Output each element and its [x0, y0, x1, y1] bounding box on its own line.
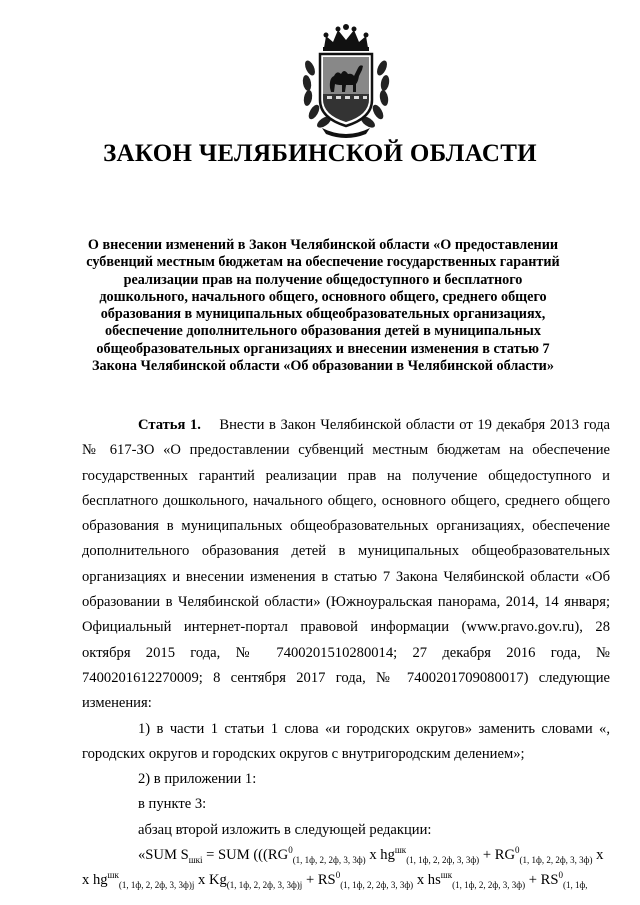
law-title: ЗАКОН ЧЕЛЯБИНСКОЙ ОБЛАСТИ	[103, 140, 537, 167]
formula-line-2: x $hg^{шк}_{(1, 1ф, 2, 2ф, 3, 3ф)j}$ x $Kg_{(1, 1ф, 2, 2ф, 3, 3ф)j} + RS^0_{(1, 1ф, 2, 2ф, 3, 3ф)}$ x $hs^{шк}_{(1, 1ф, 2, 2ф, 3, 3ф)} + RS^0_{(1, 1ф,}$	[82, 870, 588, 891]
law-subject-heading: О внесении изменений в Закон Челябинской области «О предоставлении субвенций местным бюджетам на обеспечение государственных гарантий реализации прав на получение общедоступного и бесплатного дошкольного, начального общего, основного общего, среднего общего образования в муниципальных общеобразовательных организациях, обеспечение дополнительного образования детей в муниципальных общеобразовательных организациях и внесении изменения в статью 7 Закона Челябинской области «Об образовании в Челябинской области»	[86, 237, 560, 375]
article-1-text: Внести в Закон Челябинской области от 19 декабря 2013 года № 617-ЗО «О предоставлении субвенций местным бюджетам на обеспечение государственных гарантий реализации прав на получение общедоступного и бесплатного дошкольного, начального общего, основного общего, среднего общего образования в муниципальных общеобразовательных организациях, обеспечение дополнительного образования детей в муниципальных общеобразовательных организациях и внесении изменения в статью 7 Закона Челябинской области «Об образовании в Челябинской области» (Южноуральская панорама, 2014, 14 января; Официальный интернет-портал правовой информации (www.pravo.gov.ru), 28 октября 2015 года, № 7400201510280014; 27 декабря 2016 года, № 7400201612270009; 8 сентября 2017 года, № 7400201709080017) следующие изменения:	[82, 417, 611, 712]
amendment-item: в пункте 3:	[138, 796, 207, 813]
formula-line-1: «SUM $S_{шкi}$ = SUM ((($RG^0_{(1, 1ф, 2, 2ф, 3, 3ф)}$ x $hg^{шк}_{(1, 1ф, 2, 2ф, 3, 3ф)} + RG^0_{(1, 1ф, 2, 2ф, 3, 3ф)}$ x	[138, 845, 604, 865]
amendment-item: 2) в приложении 1:	[138, 771, 257, 788]
amendment-item: 1) в части 1 статьи 1 слова «и городских округов» заменить словами «, городских округов и городских округов с внутригородским делением»;	[82, 720, 610, 762]
article-1-label: Статья 1.	[138, 417, 201, 433]
chelyabinsk-coat-of-arms-emblem	[296, 18, 396, 140]
document-body	[82, 413, 610, 894]
amendment-item: абзац второй изложить в следующей редакции:	[138, 821, 432, 838]
article-1-paragraph	[82, 413, 610, 717]
